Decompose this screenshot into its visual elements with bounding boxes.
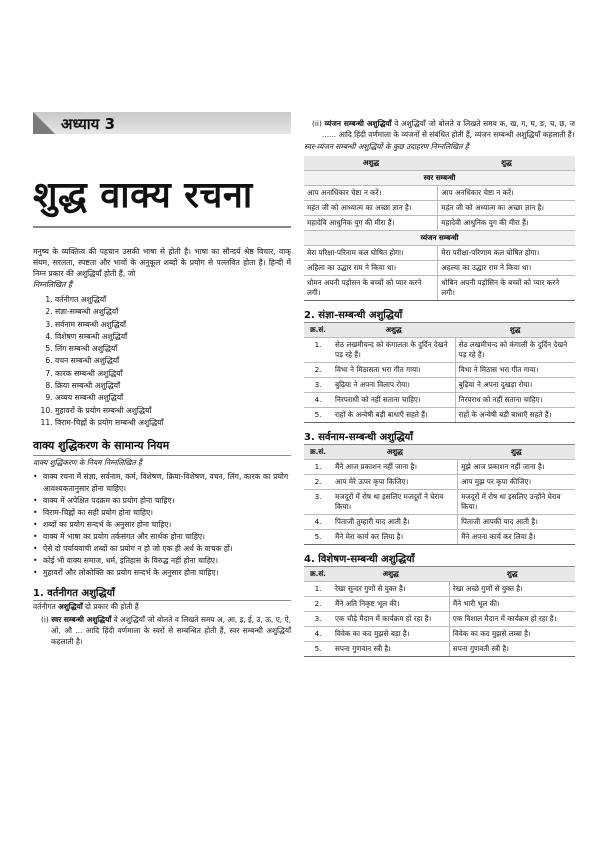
- cell-wrong: मैंने अति निकृष्ट भूल की।: [332, 597, 449, 612]
- table-row: [304, 530, 575, 545]
- cell-wrong: महंत जी को आध्यात्म का अच्छा ज्ञान है।: [304, 201, 438, 216]
- vyanjan-marker: (ii): [312, 119, 325, 128]
- error-types-list: [33, 294, 291, 429]
- cell-right: मैंने भारी भूल की।: [449, 597, 575, 612]
- table-header-row: [304, 445, 575, 460]
- cell-right: सेठ लखमीचन्द को कंगाली के दुर्दिन देखने पड़ रहे हैं।: [455, 338, 575, 363]
- cell-num: 2.: [304, 597, 332, 612]
- cell-right: आप मुझ पर कृपा कीजिए।: [458, 475, 575, 490]
- table-row: [304, 338, 575, 363]
- cell-right: धोबिन अपनी पड़ोसिन के बच्चों को प्यार करने लगी।: [438, 276, 575, 301]
- vartani-lead-post: दो प्रकार की होती हैं: [82, 602, 139, 612]
- vartani-table: [304, 156, 575, 301]
- rules-heading: वाक्य शुद्धिकरण के सामान्य नियम: [33, 439, 170, 453]
- cell-right: महंत जी को अध्यात्म का अच्छा ज्ञान है।: [438, 201, 575, 216]
- list-item: 9. अव्यय सम्बन्धी अशुद्धियाँ: [55, 392, 291, 404]
- cell-right: निरपराध को नहीं सताना चाहिए।: [455, 393, 575, 408]
- visheshan-heading: 4. विशेषण-सम्बन्धी अशुद्धियाँ: [304, 554, 415, 565]
- sarvanam-table: [304, 445, 575, 545]
- cell-num: 2.: [304, 363, 332, 378]
- vartani-lead-bold: अशुद्धियाँ: [58, 602, 83, 612]
- cell-right: बुढ़िया ने अपना दुखड़ा रोया।: [455, 378, 575, 393]
- col-header-wrong: अशुद्ध: [332, 445, 458, 460]
- vyanjan-term: व्यंजन सम्बन्धी अशुद्धियाँ: [324, 119, 392, 128]
- table-row: [304, 261, 575, 276]
- vartani-lead: [33, 601, 291, 612]
- swar-marker: (i): [41, 615, 52, 625]
- cell-wrong: बुढ़िया ने अपना विलाप रोया।: [332, 378, 455, 393]
- list-item: 3. सर्वनाम सम्बन्धी अशुद्धियाँ: [55, 319, 291, 331]
- table-row: [304, 276, 575, 301]
- cell-wrong: निरपराधी को नहीं सताना चाहिए।: [332, 393, 455, 408]
- cell-right: मैंने अपना कार्य कर लिया है।: [458, 530, 575, 545]
- cell-num: 4.: [304, 627, 332, 642]
- table-row: [304, 515, 575, 530]
- cell-right: अहल्या का उद्धार राम ने किया था।: [438, 261, 575, 276]
- col-header-wrong: अशुद्ध: [332, 323, 455, 338]
- swar-text: वे अशुद्धियाँ जो बोलते व लिखते समय अ, आ, इ, ई, उ, ऊ, ए, ऐ, ओ, औ ... आदि हिंदी वर्णमाला के स्वरों से सम्बन्धित होती हैं, स्वर सम्बन्धी अशुद्धियाँ कहलाती है।: [51, 615, 291, 647]
- vartani-heading: 1. वर्तनीगत अशुद्धियाँ: [33, 588, 115, 600]
- cell-right: रेखा अच्छे गुणों से युक्त है।: [449, 582, 575, 597]
- cell-right: मेरा परीक्षा-परिणाम कल घोषित होगा।: [438, 246, 575, 261]
- col-header-wrong: अशुद्ध: [304, 156, 438, 171]
- rules-lead: वाक्य शुद्धिकरण के नियम निम्नलिखित हैं: [33, 458, 142, 468]
- col-header-right: शुद्ध: [438, 156, 575, 171]
- cell-num: 4.: [304, 515, 332, 530]
- cell-wrong: महादेवि आधुनिक युग की मीरा हैं।: [304, 216, 438, 231]
- chapter-title: शुद्ध वाक्य रचना: [33, 175, 253, 216]
- list-item: 8. क्रिया सम्बन्धी अशुद्धियाँ: [55, 380, 291, 392]
- cell-num: 5.: [304, 408, 332, 423]
- list-item: 5. लिंग सम्बन्धी अशुद्धियाँ: [55, 343, 291, 355]
- table-header-row: [304, 567, 575, 582]
- cell-wrong: मजदूरों में रोष था इसलिए मजदूरों ने घेराव किया।: [332, 490, 458, 515]
- cell-num: 5.: [304, 642, 332, 657]
- table-row: [304, 246, 575, 261]
- cell-wrong: आप अनाधिकार चेष्टा न करें।: [304, 186, 438, 201]
- cell-wrong: एक चौड़े मैदान में कार्यक्रम हो रहा है।: [332, 612, 449, 627]
- table-row: [304, 642, 575, 657]
- table-row: [304, 597, 575, 612]
- list-item: • विराम-चिह्नों का सही प्रयोग होना चाहिए।: [33, 507, 291, 519]
- list-item: • मुहावरों और लोकोक्ति का प्रयोग सन्दर्भ के अनुसार होना चाहिए।: [33, 567, 291, 579]
- title-divider: [33, 226, 291, 228]
- swar-paragraph: [33, 614, 291, 647]
- table-subhead: [304, 171, 575, 186]
- list-item: • ऐसे दो पर्यायवाची शब्दों का प्रयोग न हो जो एक ही अर्थ के वाचक हों।: [33, 543, 291, 555]
- sangya-heading: 2. संज्ञा-सम्बन्धी अशुद्धियाँ: [304, 310, 403, 321]
- vartani-lead-pre: वर्तनीगत: [33, 602, 59, 612]
- cell-wrong: विभा ने मिठासता भरा गीत गाया।: [332, 363, 455, 378]
- table-row: [304, 186, 575, 201]
- table-row: [304, 408, 575, 423]
- list-item: 4. विशेषण सम्बन्धी अशुद्धियाँ: [55, 331, 291, 343]
- cell-wrong: मैंने आज प्रकाशन नहीं जाना है।: [332, 460, 458, 475]
- table-row: [304, 460, 575, 475]
- col-header-num: क्र.सं.: [304, 445, 332, 460]
- list-item: • वाक्य में अपेक्षित पदक्रम का प्रयोग होना चाहिए।: [33, 495, 291, 507]
- chapter-triangle-icon: [33, 112, 55, 134]
- cell-wrong: मैंने मेरा कार्य कर लिया है।: [332, 530, 458, 545]
- cell-num: 3.: [304, 490, 332, 515]
- cell-wrong: पिताजी तुम्हारी याद आती है।: [332, 515, 458, 530]
- cell-num: 1.: [304, 460, 332, 475]
- chapter-label: अध्याय 3: [61, 115, 116, 133]
- rules-list: [33, 471, 291, 579]
- col-header-right: शुद्ध: [449, 567, 575, 582]
- list-item: 11. विराम-चिह्नों के प्रयोग सम्बन्धी अशुद्धियाँ: [55, 417, 291, 429]
- cell-wrong: अहिला का उद्धार राम ने किया था।: [304, 261, 438, 276]
- cell-right: एक विशाल मैदान में कार्यक्रम हो रहा है।: [449, 612, 575, 627]
- vyanjan-paragraph: [304, 118, 575, 140]
- cell-wrong: सपना गुणवान स्त्री है।: [332, 642, 449, 657]
- cell-wrong: धोमन अपनी पड़ोसन के बच्चों को प्यार करने लगी।: [304, 276, 438, 301]
- cell-wrong: राहों के अन्वेषी बड़ी बाधाएँ सहते हैं।: [332, 408, 455, 423]
- list-item: 6. वचन सम्बन्धी अशुद्धियाँ: [55, 355, 291, 367]
- list-item: • कोई भी वाक्य समाज, धर्म, इतिहास के विरुद्ध नहीं होना चाहिए।: [33, 555, 291, 567]
- subhead-vyanjan: व्यंजन सम्बन्धी: [304, 231, 575, 246]
- cell-right: मजदूरों में रोष था इसलिए उन्होंने घेराव किया।: [458, 490, 575, 515]
- sangya-table: [304, 323, 575, 423]
- list-item: 1. वर्तनीगत अशुद्धियाँ: [55, 294, 291, 306]
- cell-num: 4.: [304, 393, 332, 408]
- list-item: 7. कारक सम्बन्धी अशुद्धियाँ: [55, 368, 291, 380]
- swar-term: स्वर सम्बन्धी अशुद्धियाँ: [51, 615, 112, 625]
- cell-right: मुझे आज प्रकाशन नहीं जाना है।: [458, 460, 575, 475]
- col-header-num: क्र.सं.: [304, 567, 332, 582]
- list-item: 10. मुहावरों के प्रयोग सम्बन्धी अशुद्धियाँ: [55, 405, 291, 417]
- table-row: [304, 363, 575, 378]
- cell-wrong: विवेक का कद मुझसे बड़ा है।: [332, 627, 449, 642]
- cell-num: 5.: [304, 530, 332, 545]
- table-row: [304, 612, 575, 627]
- list-item: • वाक्य में भाषा का प्रयोग तर्कसंगत और सार्थक होना चाहिए।: [33, 531, 291, 543]
- examples-lead: स्वर-व्यंजन सम्बन्धी अशुद्धियों के कुछ उदाहरण निम्नलिखित हैं: [304, 142, 469, 151]
- intro-paragraph: मनुष्य के व्यक्तित्व की पहचान उसकी भाषा से होती है। भाषा का सौन्दर्य श्रेष्ठ विचार, वाक् संयम, सरलता, स्पष्टता और भावों के अनुकूल शब्दों के प्रयोग से पल्लवित होता है। हिन्दी में निम्न प्रकार की अशुद्धियाँ होती हैं, जो: [33, 247, 291, 278]
- col-header-wrong: अशुद्ध: [332, 567, 449, 582]
- table-row: [304, 393, 575, 408]
- cell-num: 2.: [304, 475, 332, 490]
- table-row: [304, 475, 575, 490]
- chapter-bar: [33, 112, 291, 134]
- col-header-num: क्र.सं.: [304, 323, 332, 338]
- cell-right: विवेक का कद मुझसे लम्बा है।: [449, 627, 575, 642]
- cell-right: सपना गुणवती स्त्री है।: [449, 642, 575, 657]
- table-row: [304, 216, 575, 231]
- vyanjan-text: वे अशुद्धियाँ जो बोलते व लिखते समय क, ख, ग, घ, ङ, च, छ, ज ...... आदि हिंदी वर्णमाला के व्यंजनों से संबंधित होती हैं, व्यंजन सम्बन्धी अशुद्धियाँ कहलाती हैं।: [322, 119, 575, 139]
- cell-right: महादेवी आधुनिक युग की मीरा हैं।: [438, 216, 575, 231]
- cell-num: 1.: [304, 338, 332, 363]
- table-row: [304, 378, 575, 393]
- rules-divider: [33, 455, 291, 456]
- cell-right: राहों के अन्वेषी बड़ी बाधाएँ सहते हैं।: [455, 408, 575, 423]
- right-column: [304, 118, 575, 657]
- visheshan-table: [304, 567, 575, 657]
- cell-num: 1.: [304, 582, 332, 597]
- list-item: • शब्दों का प्रयोग सन्दर्भ के अनुसार होना चाहिए।: [33, 519, 291, 531]
- subhead-swar: स्वर सम्बन्धी: [304, 171, 575, 186]
- table-row: [304, 627, 575, 642]
- cell-right: पिताजी आपकी याद आती है।: [458, 515, 575, 530]
- table-row: [304, 490, 575, 515]
- table-header-row: [304, 156, 575, 171]
- cell-wrong: मेरा परिक्षा-परिनाम कल घोषित होगा।: [304, 246, 438, 261]
- list-item: • वाक्य रचना में संज्ञा, सर्वनाम, कर्म, विशेषण, क्रिया-विशेषण, वचन, लिंग, कारक का प्रयोग आवश्यकतानुसार होना चाहिए।: [33, 471, 291, 495]
- cell-wrong: आप मेरे ऊपर कृपा किजिए।: [332, 475, 458, 490]
- cell-num: 3.: [304, 378, 332, 393]
- cell-right: विभा ने मिठास भरा गीत गाया।: [455, 363, 575, 378]
- table-row: [304, 201, 575, 216]
- cell-wrong: सेठ लखमीचन्द को कंगालता के दुर्दिन देखने पड़ रहे हैं।: [332, 338, 455, 363]
- left-column: [33, 112, 291, 647]
- sarvanam-heading: 3. सर्वनाम-सम्बन्धी अशुद्धियाँ: [304, 432, 413, 443]
- cell-right: आप अनधिकार चेष्टा न करें।: [438, 186, 575, 201]
- table-header-row: [304, 323, 575, 338]
- list-item: 2. संज्ञा-सम्बन्धी अशुद्धियाँ: [55, 306, 291, 318]
- intro-lead: निम्नलिखित हैं: [33, 280, 73, 289]
- cell-num: 3.: [304, 612, 332, 627]
- col-header-right: शुद्ध: [458, 445, 575, 460]
- table-row: [304, 582, 575, 597]
- col-header-right: शुद्ध: [455, 323, 575, 338]
- table-subhead: [304, 231, 575, 246]
- cell-wrong: रेखा सुन्दर गुणों से युक्त है।: [332, 582, 449, 597]
